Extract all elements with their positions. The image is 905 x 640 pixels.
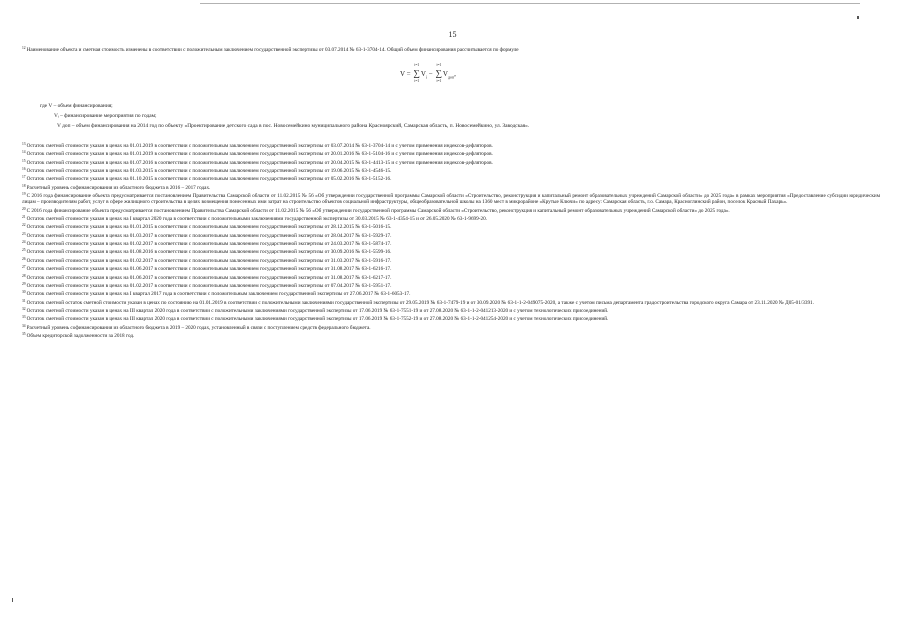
footnote-32 (22, 306, 880, 314)
footnote-text: Остаток сметной остаток сметной стоимости указан в ценах по состоянию на 01.01.2019 в соответствии с положительными заключениями государственной экспертизы от 29.05.2019 № 63-1-7479-19 и от 30.09.2020 № 63-1-1-2-049075-2020, а также с учетом письма департамента градостроительства городского округа Самара от 23.11.2020 № Д05-01/3391. (26, 299, 814, 306)
footnote-22 (22, 222, 880, 230)
formula-sub: i (425, 74, 427, 80)
formula-term: V (442, 70, 448, 78)
formula-definitions (40, 101, 529, 131)
footnote-mark: 32 (22, 306, 26, 311)
footnote-text: Остаток сметной стоимости указан в ценах на 01.01.2019 в соответствии с положительным заключением государственной экспертизы от 20.01.2016 № 63-1-5104-16 и с учетом применения индексов-дефляторов. (26, 151, 493, 158)
footnote-13 (22, 141, 880, 149)
definition-line: V доп – объем финансирования на 2014 год по объекту «Проектирование детского сада в пос. Новосемейкино муниципального района Красноярский, Самарская область, п. Новосемейкино, ул. Заводская». (57, 123, 530, 129)
footnote-text: С 2016 года финансирование объекта предусматривается постановлением Правительства Самарской области от 11.02.2015 № 56 «Об утверждении государственной программы Самарской области «Строительство, реконструкция и капитальный ремонт образовательных учреждений Самарской области» до 2025 года». (26, 207, 730, 214)
footnote-mark: 23 (22, 231, 26, 236)
formula-sub: доп (447, 74, 455, 80)
footnote-text: Остаток сметной стоимости указан в ценах на 01.01.2019 в соответствии с положительным заключением государственной экспертизы от 03.07.2014 № 63-1-3704-14 и с учетом применения индексов-дефляторов. (26, 143, 493, 149)
sum-lower-limit: i=1 (414, 79, 420, 83)
scan-mark-right (857, 16, 859, 19)
footnote-23 (22, 231, 880, 239)
footnote-28 (22, 273, 880, 281)
footnote-text: Остаток сметной стоимости указан в ценах на 01.06.2017 в соответствии с положительным заключением государственной экспертизы от 31.08.2017 № 63-1-6216-17. (26, 266, 392, 273)
footnote-mark: 27 (22, 265, 26, 270)
footnote-text: Объем кредиторской задолженности за 2018 год. (26, 332, 135, 339)
footnote-14 (22, 149, 880, 157)
footnote-mark: 17 (22, 175, 26, 180)
footnote-text: Остаток сметной стоимости указан в ценах на 01.07.2016 в соответствии с положительным заключением государственной экспертизы от 20.04.2015 № 63-1-4413-15 и с учетом применения индексов-дефляторов. (26, 159, 493, 166)
footnote-text: Остаток сметной стоимости указан в ценах на III квартал 2020 года в соответствии с положительными заключениями государственной экспертизы от 17.06.2019 № 63-1-7552-19 и от 27.08.2020 № 63-1-1-2-041254-2020 и с учетом технологических присоединений. (26, 316, 609, 323)
footnote-text: Остаток сметной стоимости указан в ценах на 01.03.2017 в соответствии с положительным заключением государственной экспертизы от 28.04.2017 № 63-1-5929-17. (26, 232, 392, 239)
footnote-mark: 16 (22, 167, 26, 172)
footnote-24 (22, 239, 880, 247)
footnote-text: Расчетный уровень софинансирования из областного бюджета в 2016 – 2017 годах. (26, 184, 211, 191)
definition-line: Vᵢ – финансирование мероприятия по годам; (54, 113, 157, 119)
footnote-25 (22, 247, 880, 255)
footnote-mark: 14 (22, 150, 26, 155)
sum-lower-limit: i=1 (436, 79, 442, 83)
footnote-text: Остаток сметной стоимости указан в ценах на 01.03.2015 в соответствии с положительным заключением государственной экспертизы от 19.06.2015 № 63-1-4546-15. (26, 168, 392, 175)
scan-edge-line-top (200, 3, 860, 4)
formula-term: V (420, 70, 426, 78)
footnote-text: С 2016 года финансирование объекта предусматривается постановлением Правительства Самарской области от 11.02.2015 № 56 «Об утверждении государственной программы Самарской области «Строительство, реконструкция и капитальный ремонт образовательных учреждений Самарской области» до 2025 года» в рамках мероприятия «Предоставление субсидии юридическим лицам – производителям работ, услуг в сфере жилищного строительства в целях возмещения понесенных ими затрат на строительство объектов социальной инфраструктуры, общеобразовательной школы на 1360 мест в микрорайоне «Крутые Ключи» по адресу: Самарская область, г.о. Самара, Красноглинский район, поселок Красный Пахарь». (22, 193, 880, 206)
footnote-18 (22, 183, 880, 191)
footnote-mark: 15 (22, 158, 26, 163)
footnote-mark: 33 (22, 315, 26, 320)
footnote-31 (22, 298, 880, 306)
footnote-text: Остаток сметной стоимости указан в ценах на 01.10.2015 в соответствии с положительным заключением государственной экспертизы от 05.02.2016 № 63-1-5152-16. (26, 176, 392, 183)
footnote-21 (22, 214, 880, 222)
formula-minus: − (428, 70, 433, 78)
footnote-17 (22, 174, 880, 182)
volume-formula (400, 63, 456, 83)
footnote-12-block (22, 45, 880, 53)
footnote-mark: 25 (22, 248, 26, 253)
footnote-15 (22, 158, 880, 166)
footnote-text: Остаток сметной стоимости указан в ценах на III квартал 2020 года в соответствии с положительными заключениями государственной экспертизы от 17.06.2019 № 63-1-7551-19 и от 27.08.2020 № 63-1-1-2-041213-2020 и с учетом технологических присоединений. (26, 307, 609, 314)
footnote-16 (22, 166, 880, 174)
footnote-text: Остаток сметной стоимости указан в ценах на I квартал 2020 года в соответствии с положительными заключениями государственной экспертизы от 30.03.2015 № 63-1-4354-15 и от 26.05.2020 № 63-1-9699-20. (26, 216, 487, 223)
footnote-mark: 28 (22, 273, 26, 278)
formula-lhs: V = (400, 70, 411, 78)
footnote-text: Остаток сметной стоимости указан в ценах на 01.02.2017 в соответствии с положительным заключением государственной экспертизы от 24.03.2017 № 63-1-5874-17. (26, 241, 392, 248)
sum-upper-limit: i=1 (414, 63, 420, 67)
footnote-text: Остаток сметной стоимости указан в ценах на 01.08.2016 в соответствии с положительным заключением государственной экспертизы от 30.09.2016 № 63-1-5599-16. (26, 249, 392, 256)
footnote-19 (22, 191, 880, 206)
scan-mark-bottom-left (12, 598, 13, 602)
footnote-35 (22, 331, 880, 339)
sum-upper-limit: i=1 (436, 63, 442, 67)
footnote-mark: 35 (22, 331, 26, 336)
footnote-text: Остаток сметной стоимости указан в ценах на 01.06.2017 в соответствии с положительным заключением государственной экспертизы от 31.08.2017 № 63-1-6217-17. (26, 274, 392, 281)
footnote-text: Расчетный уровень софинансирования из областного бюджета в 2019 – 2020 годах, установленный в связи с поступлением средств федерального бюджета. (26, 324, 371, 331)
footnote-mark: 26 (22, 256, 26, 261)
sum-sign: ∑ i=1 i=1 (435, 63, 442, 83)
footnote-34 (22, 323, 880, 331)
footnote-33 (22, 314, 880, 322)
footnote-mark: 31 (22, 298, 26, 303)
footnote-text: Остаток сметной стоимости указан в ценах на 01.01.2015 в соответствии с положительным заключением государственной экспертизы от 28.12.2015 № 63-1-5016-15. (26, 224, 392, 231)
sum-sign: ∑ i=1 i=1 (413, 63, 420, 83)
footnote-mark: 34 (22, 323, 26, 328)
formula-end: , (454, 70, 456, 78)
footnote-mark: 20 (22, 206, 26, 211)
footnote-text: Остаток сметной стоимости указан в ценах на 01.02.2017 в соответствии с положительным заключением государственной экспертизы от 31.03.2017 № 63-1-5916-17. (26, 257, 392, 264)
footnote-mark: 30 (22, 290, 26, 295)
footnote-mark: 29 (22, 281, 26, 286)
footnote-mark: 13 (22, 142, 26, 146)
definition-line: где V – объем финансирования; (40, 103, 113, 109)
footnote-20 (22, 206, 880, 214)
footnote-29 (22, 281, 880, 289)
footnote-mark: 21 (22, 215, 26, 220)
footnote-mark: 22 (22, 223, 26, 228)
footnote-mark: 24 (22, 240, 26, 245)
footnote-27 (22, 264, 880, 272)
footnote-30 (22, 289, 880, 297)
footnote-list (22, 141, 880, 339)
footnote-mark: 12 (22, 46, 26, 50)
footnote-mark: 18 (22, 183, 26, 188)
page-number: 15 (448, 30, 457, 39)
footnote-mark: 19 (22, 192, 26, 197)
footnote-text: Остаток сметной стоимости указан в ценах на I квартал 2017 года в соответствии с положительным заключением государственной экспертизы от 27.06.2017 № 63-1-6053-17. (26, 291, 411, 298)
footnote-26 (22, 256, 880, 264)
footnote-12 (22, 45, 880, 53)
footnote-text: Остаток сметной стоимости указан в ценах на 01.02.2017 в соответствии с положительным заключением государственной экспертизы от 07.04.2017 № 63-1-5951-17. (26, 282, 392, 289)
footnote-text: Наименование объекта и сметная стоимость изменены в соответствии с положительным заключением государственной экспертизы от 03.07.2014 № 63-1-3704-14. Общий объем финансирования рассчитывается по формуле (26, 47, 519, 53)
